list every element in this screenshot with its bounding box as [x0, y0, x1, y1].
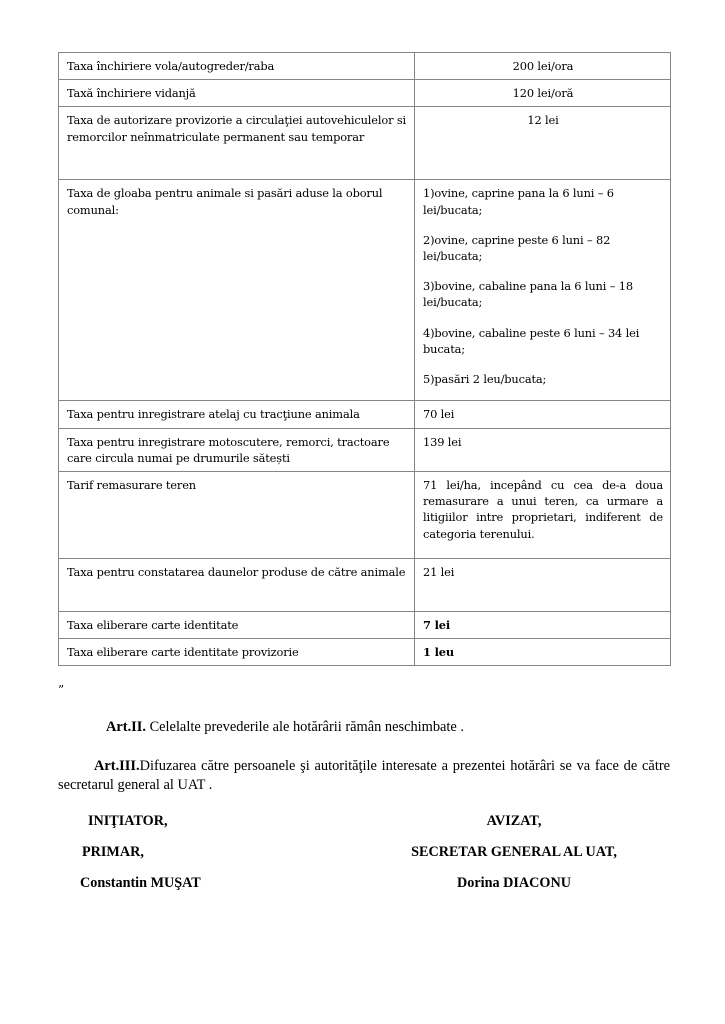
fee-value: 120 lei/oră	[415, 80, 671, 107]
avizat-title: AVIZAT,	[486, 813, 542, 829]
fee-description: Tarif remasurare teren	[59, 471, 415, 558]
fee-value-line: 2)ovine, caprine peste 6 luni – 82 lei/bucata;	[423, 232, 611, 263]
initiator-position: PRIMAR,	[82, 844, 144, 860]
table-row	[59, 558, 671, 611]
article-2-text: Celelalte prevederile ale hotărârii rămân neschimbate .	[145, 719, 465, 735]
fee-value: 1 leu	[415, 639, 671, 666]
table-row	[59, 180, 671, 401]
initiator-name: Constantin MUŞAT	[80, 875, 201, 891]
table-row	[59, 107, 671, 180]
article-3-text: Difuzarea către persoanele şi autorităţile interesate a prezentei hotărâri se va face de către secretarul general al UAT .	[58, 758, 670, 794]
closing-quote-mark: ”	[58, 683, 65, 697]
article-2-paragraph	[58, 718, 670, 737]
table-row	[59, 401, 671, 428]
fee-value: 70 lei	[415, 401, 671, 428]
fee-value: 71 lei/ha, incepând cu cea de-a doua remasurare a unui teren, ca urmare a litigiilor intre proprietari, indiferent de categoria terenului.	[415, 471, 671, 558]
fee-description: Taxa pentru constatarea daunelor produse de către animale	[59, 558, 415, 611]
avizat-position: SECRETAR GENERAL AL UAT,	[411, 844, 617, 860]
fee-value: 12 lei	[415, 107, 671, 180]
fee-description: Taxa de gloaba pentru animale si pasări aduse la oborul comunal:	[59, 180, 415, 401]
article-2-label: Art.II.	[106, 719, 146, 735]
fee-description: Taxa pentru inregistrare atelaj cu tracţiune animala	[59, 401, 415, 428]
signature-row-name	[58, 875, 670, 906]
table-row	[59, 428, 671, 471]
fee-description: Taxa de autorizare provizorie a circulaţiei autovehiculelor si remorcilor neînmatriculate permanent sau temporar	[59, 107, 415, 180]
fee-value-line: 5)pasări 2 leu/bucata;	[423, 371, 547, 386]
avizat-name: Dorina DIACONU	[457, 875, 571, 891]
fee-description: Taxa eliberare carte identitate provizorie	[59, 639, 415, 666]
fee-value-list	[415, 180, 671, 401]
fee-value-line: 1)ovine, caprine pana la 6 luni – 6 lei/bucata;	[423, 186, 614, 217]
fee-description: Taxa închiriere vola/autogreder/raba	[59, 53, 415, 80]
fee-description: Taxa pentru inregistrare motoscutere, remorci, tractoare care circula numai pe drumurile sătești	[59, 428, 415, 471]
fee-value: 200 lei/ora	[415, 53, 671, 80]
fee-value: 21 lei	[415, 558, 671, 611]
table-row	[59, 53, 671, 80]
fees-table	[58, 52, 671, 666]
fee-value: 139 lei	[415, 428, 671, 471]
signature-block	[58, 813, 670, 906]
table-row	[59, 80, 671, 107]
fee-value: 7 lei	[415, 611, 671, 638]
table-row	[59, 471, 671, 558]
article-3-label: Art.III.	[94, 758, 140, 774]
article-3-paragraph	[58, 757, 670, 795]
fee-value-line: 3)bovine, cabaline pana la 6 luni – 18 lei/bucata;	[423, 279, 633, 310]
fee-value-line: 4)bovine, cabaline peste 6 luni – 34 lei bucata;	[423, 325, 640, 356]
initiator-title: INIŢIATOR,	[88, 813, 168, 829]
table-row	[59, 611, 671, 638]
fee-description: Taxa eliberare carte identitate	[59, 611, 415, 638]
signature-row-title	[58, 813, 670, 844]
fee-description: Taxă închiriere vidanjă	[59, 80, 415, 107]
signature-row-position	[58, 844, 670, 875]
table-row	[59, 639, 671, 666]
fees-table-body	[59, 53, 671, 666]
